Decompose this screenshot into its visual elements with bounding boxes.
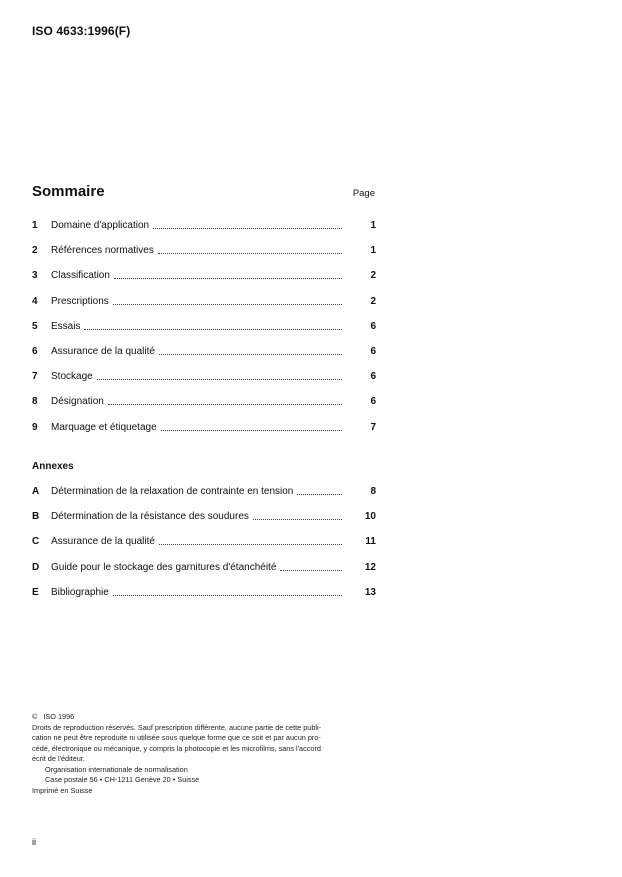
toc-entry-label: Prescriptions (51, 295, 109, 307)
annex-page: 13 (364, 586, 376, 598)
toc-entry-number: 3 (32, 270, 38, 282)
toc-entry-page: 1 (370, 220, 376, 231)
page-number: ii (32, 837, 36, 847)
organization-address: Case postale 56 • CH-1211 Genève 20 • Suisse (45, 775, 200, 784)
document-id: ISO 4633:1996(F) (32, 24, 131, 38)
annex-page: 8 (370, 486, 376, 497)
toc-entry[interactable] (32, 422, 376, 447)
toc-entry[interactable] (32, 220, 376, 245)
toc-entry-number: 1 (32, 220, 38, 231)
toc-entry-page: 2 (370, 270, 376, 282)
toc-leader-dots (114, 270, 342, 279)
annex-label: Assurance de la qualité (51, 536, 155, 548)
annex-entry[interactable] (32, 587, 376, 612)
rights-text-line: cation ne peut être reproduite ni utilisée sous quelque forme que ce soit et par aucun pro- (32, 733, 321, 742)
annex-page: 11 (365, 536, 376, 548)
toc-entry[interactable] (32, 296, 376, 321)
toc-entry[interactable] (32, 371, 376, 396)
rights-text-line: écrit de l'éditeur. (32, 754, 85, 763)
annex-letter: A (32, 486, 40, 497)
toc-entry[interactable] (32, 245, 376, 270)
annex-label: Guide pour le stockage des garnitures d'étanchéité (51, 561, 277, 573)
toc-entry-number: 6 (32, 345, 38, 357)
copyright-block (32, 712, 382, 796)
annex-entry[interactable] (32, 511, 376, 536)
toc-entry-page: 1 (370, 245, 376, 257)
annex-letter: E (32, 586, 39, 598)
annex-label: Détermination de la relaxation de contrainte en tension (51, 486, 294, 497)
toc-leader-dots (108, 396, 342, 405)
toc-entry-label: Marquage et étiquetage (51, 421, 157, 433)
toc-entry-page: 6 (370, 345, 376, 357)
toc-entry-number: 8 (32, 396, 38, 408)
annex-label: Détermination de la résistance des soudures (51, 511, 249, 523)
toc-entry-label: Domaine d'application (51, 220, 150, 231)
organization-name: Organisation internationale de normalisation (45, 764, 188, 774)
annex-page: 12 (364, 561, 376, 573)
annex-page: 10 (364, 511, 376, 523)
annexes-list (32, 486, 376, 612)
toc-entry-label: Stockage (51, 371, 93, 383)
toc-entry-number: 9 (32, 421, 38, 433)
copyright-line (32, 712, 382, 723)
toc-entry[interactable] (32, 396, 376, 421)
toc-entry-page: 6 (370, 371, 376, 383)
toc-leader-dots (158, 245, 342, 254)
annex-entry[interactable] (32, 536, 376, 561)
annex-letter: C (32, 536, 40, 548)
annex-letter: B (32, 511, 40, 523)
toc-entry-label: Classification (51, 270, 110, 282)
toc-entry-number: 5 (32, 320, 38, 332)
annexes-heading: Annexes (32, 461, 74, 472)
toc-leader-dots (97, 371, 342, 380)
toc-entry-number: 4 (32, 295, 38, 307)
toc-entry[interactable] (32, 346, 376, 371)
toc-entry[interactable] (32, 270, 376, 295)
toc-entry-label: Assurance de la qualité (51, 345, 155, 357)
toc-entry-number: 2 (32, 245, 38, 257)
toc-entry-page: 6 (370, 396, 376, 408)
rights-text-line: cédé, électronique ou mécanique, y compris la photocopie et les microfilms, sans l'accord (32, 743, 321, 753)
toc-leader-dots (159, 536, 342, 545)
toc-entry-number: 7 (32, 371, 38, 383)
toc-leader-dots (161, 422, 342, 431)
copyright-symbol: © (32, 712, 38, 721)
toc-leader-dots (153, 220, 342, 229)
annex-entry[interactable] (32, 486, 376, 511)
annex-letter: D (32, 561, 40, 573)
printed-in: Imprimé en Suisse (32, 785, 93, 795)
toc-entry-label: Références normatives (51, 245, 154, 257)
copyright-year: ISO 1996 (43, 712, 75, 721)
toc-leader-dots (159, 346, 342, 355)
toc-entry-label: Désignation (51, 396, 104, 408)
toc-page-label: Page (352, 188, 375, 199)
toc-entry-page: 2 (370, 295, 376, 307)
toc-entry-label: Essais (51, 320, 81, 332)
annex-label: Bibliographie (51, 586, 109, 598)
annex-entry[interactable] (32, 562, 376, 587)
rights-text-line: Droits de reproduction réservés. Sauf prescription différente, aucune partie de cette publi- (32, 722, 322, 732)
toc-title: Sommaire (32, 183, 105, 200)
toc-entry-page: 6 (370, 320, 376, 332)
toc-leader-dots (113, 587, 342, 596)
toc-list (32, 220, 376, 447)
toc-entry-page: 7 (370, 421, 376, 433)
toc-leader-dots (253, 511, 342, 520)
toc-leader-dots (280, 562, 342, 571)
toc-entry[interactable] (32, 321, 376, 346)
toc-leader-dots (84, 321, 342, 330)
toc-leader-dots (297, 486, 342, 495)
toc-leader-dots (113, 296, 342, 305)
